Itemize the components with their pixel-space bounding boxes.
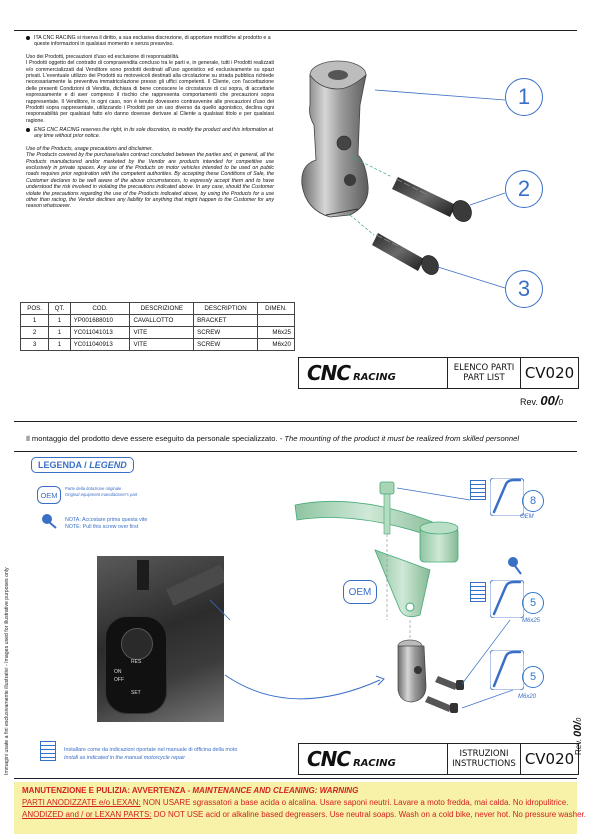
legend-oem-tag: OEM bbox=[37, 486, 61, 504]
disclaimer-eng-title: ENG CNC RACING reserves the right, in its sole discretion, to modify the product and this information at any time without prior notice. bbox=[34, 127, 274, 140]
rev-label: Rev. bbox=[520, 397, 538, 407]
bracket-part bbox=[302, 61, 368, 217]
cell: SCREW bbox=[194, 339, 258, 351]
photo-label-res: RES bbox=[131, 659, 142, 665]
pushpin-icon bbox=[39, 512, 59, 530]
revision-1 bbox=[520, 393, 563, 408]
bolt-m6x20 bbox=[372, 233, 442, 278]
cell: YC011040913 bbox=[70, 339, 130, 351]
col-descrizione: DESCRIZIONE bbox=[130, 303, 194, 315]
title-ita: ISTRUZIONI bbox=[459, 749, 509, 759]
logo-cnc: CNC bbox=[307, 747, 351, 771]
title-ita: ELENCO PARTI bbox=[453, 363, 515, 373]
col-cod: COD. bbox=[70, 303, 130, 315]
mounting-note-ita: Il montaggio del prodotto deve essere eseguito da personale specializzato. bbox=[26, 434, 278, 443]
diagram-oem-tag: OEM bbox=[343, 580, 377, 604]
photo-label-set: SET bbox=[131, 690, 141, 696]
allen-key-icon bbox=[490, 478, 524, 516]
legend-oem-eng: Original equipment manufacturer's part bbox=[65, 492, 138, 497]
disclaimer-ita-subtitle: Uso dei Prodotti, precauzioni d'uso ed esclusione di responsabilità. bbox=[26, 53, 180, 60]
legend-note-ita: NOTA: Accostare prima questa vite bbox=[65, 517, 148, 523]
legend-note bbox=[65, 517, 147, 531]
disclaimer-ita-body: I Prodotti oggetto del contratto di compravendita concluso tra le parti e, in generale, tutti i Prodotti realizzati e/o commercializzati dal Venditore sono prodotti destinati all'uso agonistico ed esclusivamente su spazi privati. L'eventuale utilizzo dei Prodotti su motoveicoli destinati alla circolazione su strada pubblica richiede necessariamente la preventiva immatricolazione presso gli uffici competenti. Il Cliente, con l'accettazione delle presenti Condizioni di Vendita, dichiara di bene conoscere le circostanze di cui sopra, di accettarle espressamente e di aver compreso il rischio che rappresenta comportamenti che precauzioni sopra rappresentate. Il Venditore, in ogni caso, non è tenuto dovessero contravvenire alle precauzioni d'uso dei Prodotti sopra rappresentate, utilizzando i Prodotti per un uso diverso da quello agonistico, declina ogni responsabilità per qualsiasi fatto e/o danno dovesse derivare al Cliente a qualsiasi titolo e per qualsiasi ragione. bbox=[26, 60, 274, 124]
callout-2: 2 bbox=[505, 170, 543, 208]
document-code: CV020 bbox=[524, 750, 575, 768]
col-dimen: DIMEN. bbox=[257, 303, 294, 315]
title-block-part-list bbox=[298, 357, 579, 389]
bullet-icon bbox=[26, 36, 30, 40]
legend-note-eng: NOTE: Pull this screw over first bbox=[65, 524, 139, 530]
mounting-note bbox=[26, 434, 581, 443]
title-eng: PART LIST bbox=[463, 373, 505, 383]
legend-ita: LEGENDA bbox=[38, 460, 82, 470]
title-block-labels bbox=[448, 363, 520, 383]
allen-key-icon bbox=[490, 580, 524, 618]
section-divider bbox=[14, 421, 577, 422]
maintenance-ita bbox=[22, 797, 569, 809]
tool-tag-m6x20: M6x20 bbox=[518, 694, 537, 700]
revision-2 bbox=[572, 718, 584, 755]
cell: 3 bbox=[21, 339, 49, 351]
logo-racing: RACING bbox=[353, 758, 396, 769]
disclaimer-eng bbox=[26, 127, 274, 210]
cell: 1 bbox=[49, 315, 70, 327]
tool-group-m6x20 bbox=[490, 650, 548, 708]
cell: M6x25 bbox=[257, 327, 294, 339]
bullet-icon bbox=[26, 128, 30, 132]
col-pos: POS. bbox=[21, 303, 49, 315]
logo-racing: RACING bbox=[353, 372, 396, 383]
parts-table bbox=[20, 302, 295, 351]
legend-oem-ita: Parte della dotazione originale bbox=[65, 486, 122, 491]
small-bolts bbox=[425, 676, 464, 713]
rev-number: 00/ bbox=[540, 393, 559, 408]
legend-sep: / bbox=[81, 460, 90, 470]
side-note: Immagini usate a fini esclusivamente illustrativi - Images used for illustrative purposes only bbox=[4, 567, 10, 775]
tool-tag-oem: OEM bbox=[520, 514, 534, 520]
brand-logo bbox=[299, 361, 447, 385]
pushpin-icon bbox=[508, 557, 521, 574]
install-instructions bbox=[64, 746, 237, 762]
legend-title bbox=[31, 457, 134, 473]
maintenance-ita-text: NON USARE sgrassatori a base acida o alcalina. Usare saponi neutri. Lavare a moto fredda, mai calda. No idropulitrice. bbox=[140, 798, 569, 807]
rev-label: Rev. bbox=[574, 739, 583, 755]
disclaimer-eng-body: The Products covered by the purchase/sales contract concluded between the parties and, in general, all the Products manufactured and/or marketed by the Vendor are products intended for competitive use exclusively in private spaces. Any use of the Products on motor vehicles intended to be used on public roads requires prior registration with the competent authorities. By accepting these Conditions of Sale, the Customer declares to be well aware of the above circumstances, to expressly accept them and to have understood the risk involved in violating the precautions indicated above. In any case, should the Customer violate the precautions regarding the use of the Products indicated above, by using the Products for a use other than racing, the Vendor declines any liability for anything that might happen to the Customer for any reason whatsoever. bbox=[26, 152, 274, 210]
photo-label-off: OFF bbox=[114, 677, 124, 683]
document-code: CV020 bbox=[524, 364, 575, 382]
new-bracket bbox=[398, 640, 426, 702]
table-row bbox=[21, 339, 295, 351]
maintenance-title-eng: MAINTENANCE AND CLEANING: WARNING bbox=[192, 786, 359, 795]
rev-sub: 0 bbox=[558, 398, 563, 407]
cell: BRACKET bbox=[194, 315, 258, 327]
tool-size-5: 5 bbox=[522, 592, 544, 614]
table-header-row bbox=[21, 303, 295, 315]
disclaimer-eng-subtitle: Use of the Products, usage precautions and disclaimer. bbox=[26, 145, 153, 152]
callout-1: 1 bbox=[505, 78, 543, 116]
brand-logo bbox=[299, 747, 447, 771]
disclaimer-ita-title: ITA CNC RACING si riserva il diritto, a sua esclusiva discrezione, di apportare modifiche al prodotto e a queste informazioni in qualsiasi momento e senza preavviso. bbox=[34, 35, 271, 48]
document-icon bbox=[470, 582, 486, 602]
cell: 1 bbox=[49, 339, 70, 351]
cell: 1 bbox=[21, 315, 49, 327]
manual-icon bbox=[40, 741, 56, 761]
callout-3: 3 bbox=[505, 270, 543, 308]
title-eng: INSTRUCTIONS bbox=[452, 759, 516, 769]
maintenance-title bbox=[22, 785, 569, 797]
install-ita: Installare come da indicazioni riportate nel manuale di officina della moto bbox=[64, 747, 238, 753]
tool-group-m6x25 bbox=[470, 580, 548, 630]
title-block-instructions bbox=[298, 743, 579, 775]
install-eng: Install as indicated in the manual motorcycle repair bbox=[64, 755, 186, 761]
maintenance-ita-label: PARTI ANODIZZATE e/o LEXAN: bbox=[22, 798, 141, 807]
col-description: DESCRIPTION bbox=[194, 303, 258, 315]
legend-eng: LEGEND bbox=[89, 460, 127, 470]
cell: 1 bbox=[49, 327, 70, 339]
maintenance-eng-label: ANODIZED and / or LEXAN PARTS: bbox=[22, 810, 152, 819]
cell bbox=[257, 315, 294, 327]
title-block-labels bbox=[448, 749, 520, 769]
table-row bbox=[21, 315, 295, 327]
maintenance-eng bbox=[22, 809, 586, 821]
legend-oem-text bbox=[65, 486, 137, 498]
maintenance-title-ita: MANUTENZIONE E PULIZIA: AVVERTENZA - bbox=[22, 786, 193, 795]
cell: SCREW bbox=[194, 327, 258, 339]
cell: CAVALLOTTO bbox=[130, 315, 194, 327]
tool-tag-m6x25: M6x25 bbox=[522, 618, 541, 624]
photo-label-on: ON bbox=[114, 669, 122, 675]
disclaimer-ita bbox=[26, 35, 274, 124]
cell: VITE bbox=[130, 327, 194, 339]
cell: M6x20 bbox=[257, 339, 294, 351]
col-qt: QT. bbox=[49, 303, 70, 315]
document-icon bbox=[470, 480, 486, 500]
tool-group-oem bbox=[470, 478, 548, 524]
cell: 2 bbox=[21, 327, 49, 339]
cell: YP001688010 bbox=[70, 315, 130, 327]
allen-key-icon bbox=[490, 650, 524, 690]
bolt-m6x25 bbox=[392, 177, 475, 225]
rev-number: 00/ bbox=[572, 721, 584, 737]
rev-sub: 0 bbox=[576, 717, 583, 722]
cell: YC011041013 bbox=[70, 327, 130, 339]
maintenance-warning bbox=[14, 782, 586, 834]
mounting-note-eng: - The mounting of the product it must be realized from skilled personnel bbox=[277, 434, 520, 443]
logo-cnc: CNC bbox=[307, 361, 351, 385]
table-row bbox=[21, 327, 295, 339]
cell: VITE bbox=[130, 339, 194, 351]
maintenance-eng-text: DO NOT USE acid or alkaline based degreasers. Use neutral soaps. Wash on a cold bike, never hot. No pressure washer. bbox=[151, 810, 586, 819]
tool-size-8: 8 bbox=[522, 490, 544, 512]
tool-size-5: 5 bbox=[522, 666, 544, 688]
